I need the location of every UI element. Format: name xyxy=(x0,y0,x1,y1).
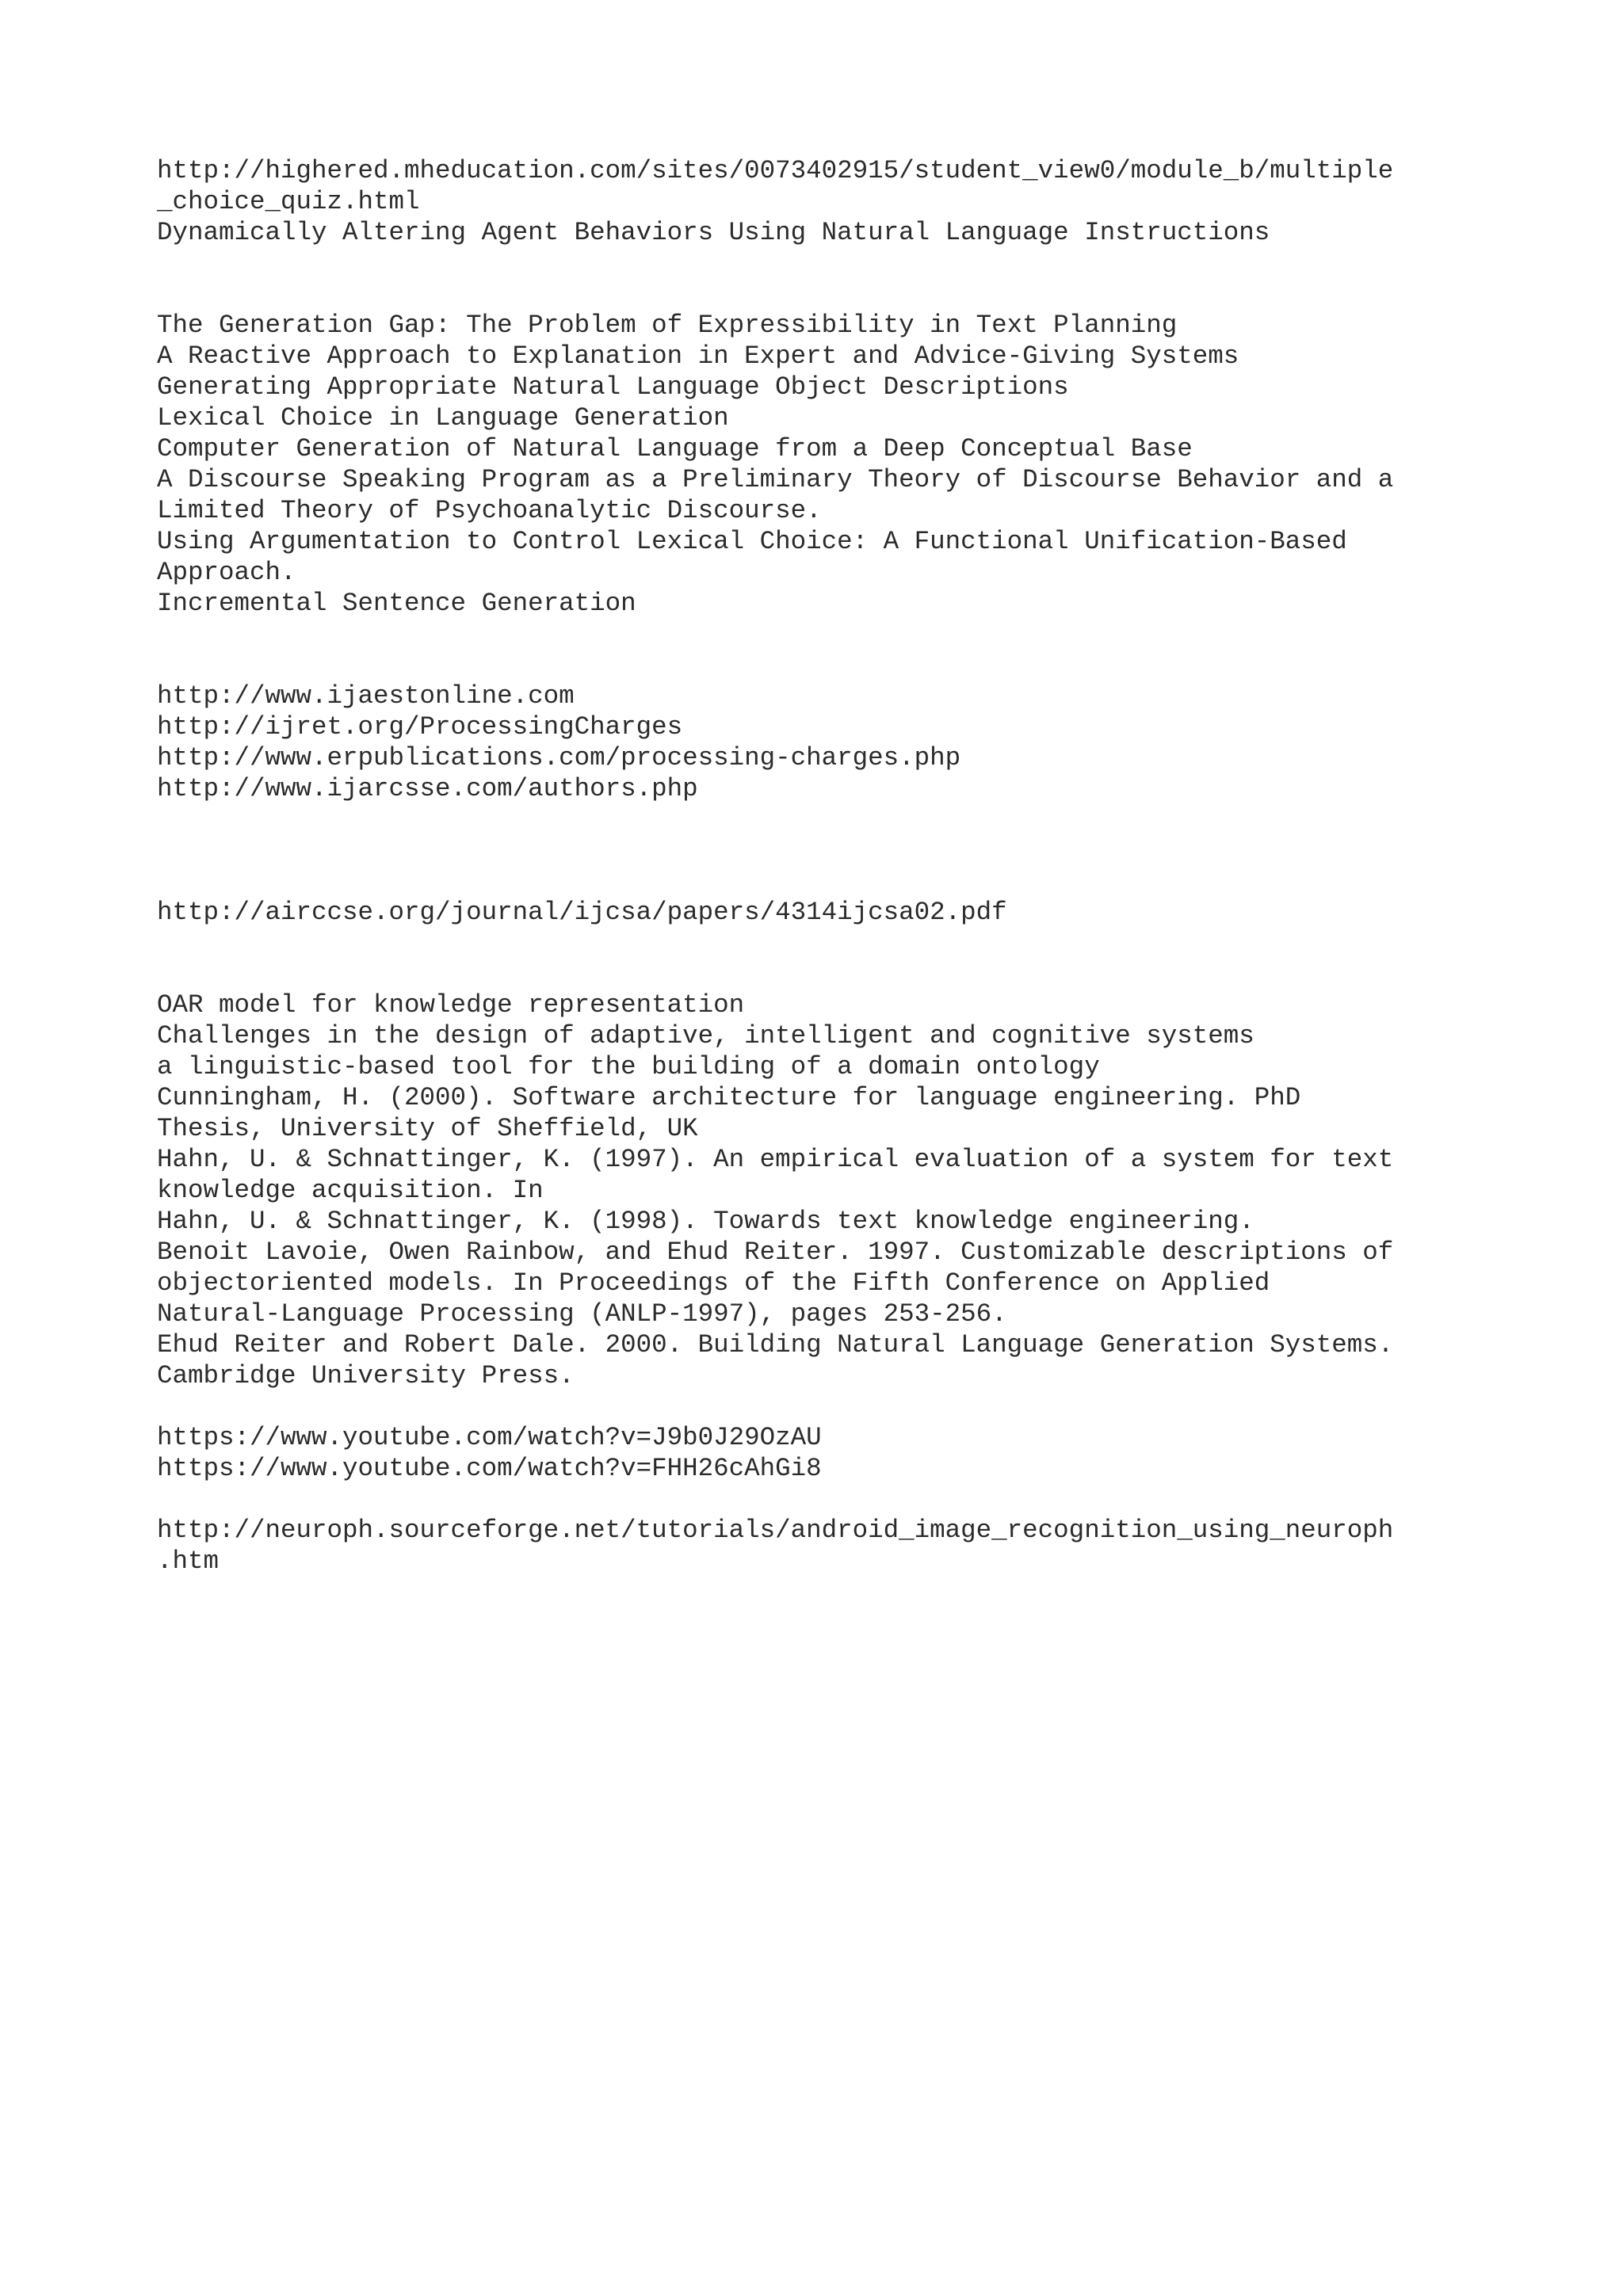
text-line: Ehud Reiter and Robert Dale. 2000. Building Natural Language Generation Systems. xyxy=(157,1330,1394,1360)
url-text-line: http://www.ijarcsse.com/authors.php xyxy=(157,774,698,803)
document-text-body xyxy=(157,155,1504,1577)
url-text-line: http://neuroph.sourceforge.net/tutorials/android_image_recognition_using_neuroph xyxy=(157,1516,1394,1545)
text-line: Hahn, U. & Schnattinger, K. (1998). Towards text knowledge engineering. xyxy=(157,1207,1254,1236)
blank-line xyxy=(157,959,1504,990)
text-line: Lexical Choice in Language Generation xyxy=(157,403,729,433)
text-line: Generating Appropriate Natural Language Object Descriptions xyxy=(157,372,1069,402)
url-text-line: http://www.ijaestonline.com xyxy=(157,681,575,711)
blank-line xyxy=(157,1484,1504,1515)
text-line: objectoriented models. In Proceedings of the Fifth Conference on Applied xyxy=(157,1268,1270,1298)
text-line: A Reactive Approach to Explanation in Expert and Advice-Giving Systems xyxy=(157,341,1239,371)
blank-line xyxy=(157,1391,1504,1422)
text-line: Thesis, University of Sheffield, UK xyxy=(157,1114,698,1143)
text-line: Hahn, U. & Schnattinger, K. (1997). An empirical evaluation of a system for text xyxy=(157,1145,1394,1174)
text-line: Approach. xyxy=(157,558,296,587)
text-line: Limited Theory of Psychoanalytic Discourse. xyxy=(157,496,822,525)
blank-line xyxy=(157,866,1504,897)
url-text-line: .htm xyxy=(157,1547,220,1576)
text-line: Cambridge University Press. xyxy=(157,1361,575,1390)
blank-line xyxy=(157,248,1504,279)
url-text-line: http://ijret.org/ProcessingCharges xyxy=(157,712,683,742)
text-line: Using Argumentation to Control Lexical Choice: A Functional Unification-Based xyxy=(157,527,1347,556)
text-line: Natural-Language Processing (ANLP-1997), pages 253-256. xyxy=(157,1299,1007,1329)
blank-line xyxy=(157,835,1504,866)
url-text-line: http://www.erpublications.com/processing-charges.php xyxy=(157,743,961,772)
text-line: A Discourse Speaking Program as a Preliminary Theory of Discourse Behavior and a xyxy=(157,465,1394,494)
text-line: Benoit Lavoie, Owen Rainbow, and Ehud Reiter. 1997. Customizable descriptions of xyxy=(157,1238,1394,1267)
url-text-line: https://www.youtube.com/watch?v=J9b0J29OzAU xyxy=(157,1423,822,1452)
text-line: Computer Generation of Natural Language from a Deep Conceptual Base xyxy=(157,434,1193,463)
blank-line xyxy=(157,928,1504,959)
url-text-line: http://highered.mheducation.com/sites/0073402915/student_view0/module_b/multiple xyxy=(157,156,1394,185)
blank-line xyxy=(157,804,1504,835)
text-line: a linguistic-based tool for the building of a domain ontology xyxy=(157,1052,1100,1081)
text-line: OAR model for knowledge representation xyxy=(157,990,745,1020)
text-line: Dynamically Altering Agent Behaviors Using Natural Language Instructions xyxy=(157,218,1270,247)
text-line: Cunningham, H. (2000). Software architecture for language engineering. PhD xyxy=(157,1083,1301,1112)
url-text-line: http://airccse.org/journal/ijcsa/papers/4314ijcsa02.pdf xyxy=(157,898,1007,927)
text-line: Challenges in the design of adaptive, intelligent and cognitive systems xyxy=(157,1021,1254,1051)
url-text-line: https://www.youtube.com/watch?v=FHH26cAhGi8 xyxy=(157,1454,822,1483)
text-line: The Generation Gap: The Problem of Expressibility in Text Planning xyxy=(157,311,1178,340)
blank-line xyxy=(157,279,1504,310)
text-line: knowledge acquisition. In xyxy=(157,1176,544,1205)
blank-line xyxy=(157,650,1504,681)
url-text-line: _choice_quiz.html xyxy=(157,187,420,216)
blank-line xyxy=(157,619,1504,650)
text-line: Incremental Sentence Generation xyxy=(157,589,636,618)
